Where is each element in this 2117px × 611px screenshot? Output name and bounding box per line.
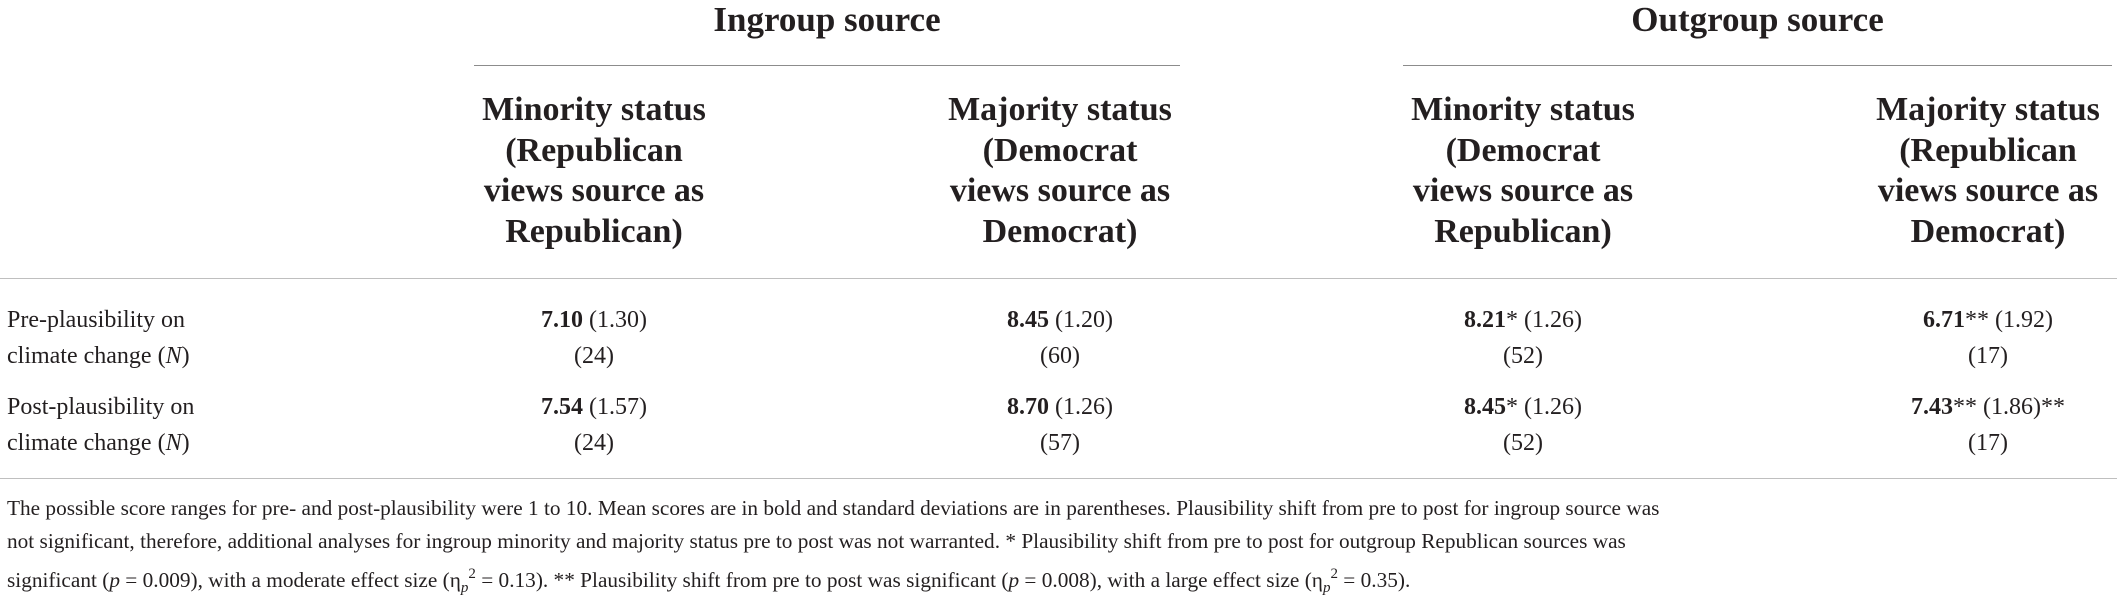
row-label-pre bbox=[7, 302, 307, 374]
n-value: (17) bbox=[1968, 343, 2008, 369]
footnote-text: = 0.009), with a moderate effect size (η bbox=[119, 568, 461, 592]
mean-value: 6.71 bbox=[1923, 307, 1965, 333]
cell-line bbox=[1838, 389, 2117, 425]
footnote-text: significant ( bbox=[7, 568, 110, 592]
cell-line bbox=[910, 389, 1210, 425]
cell-post-ingroup-majority bbox=[910, 389, 1210, 461]
col-header-line: Majority status bbox=[1876, 91, 2100, 128]
eta-subscript-p: p bbox=[460, 580, 469, 596]
ingroup-rule bbox=[474, 65, 1180, 66]
n-value: (52) bbox=[1503, 343, 1543, 369]
sig-mark: ** bbox=[1965, 307, 1989, 333]
sig-mark: ** bbox=[2040, 394, 2065, 420]
mean-value: 7.54 bbox=[541, 394, 583, 420]
table-footnote bbox=[7, 492, 2107, 605]
mean-value: 8.45 bbox=[1464, 394, 1506, 420]
col-header-line: (Democrat bbox=[982, 131, 1138, 169]
sd-value: (1.20) bbox=[1055, 307, 1113, 333]
mean-value: 7.43 bbox=[1911, 394, 1953, 420]
row-label-line: Pre-plausibility on bbox=[7, 307, 185, 333]
footnote-line: not significant, therefore, additional analyses for ingroup minority and majority status pre to post was not warranted. * Plausibility shift from pre to post for outgroup Republican sources was bbox=[7, 529, 1626, 553]
n-value: (57) bbox=[1040, 430, 1080, 456]
col-header-outgroup-minority bbox=[1373, 90, 1673, 252]
cell-pre-outgroup-majority bbox=[1838, 302, 2117, 374]
sd-value: (1.26) bbox=[1055, 394, 1113, 420]
sd-value: (1.86) bbox=[1983, 394, 2041, 420]
row-label-n: N bbox=[165, 343, 182, 369]
n-value: (24) bbox=[574, 430, 614, 456]
p-symbol: p bbox=[109, 568, 120, 592]
footnote-text: = 0.13). ** Plausibility shift from pre to post was significant ( bbox=[475, 568, 1009, 592]
col-header-line: views source as bbox=[483, 172, 705, 209]
row-label-text: climate change ( bbox=[7, 343, 166, 369]
row-label-text: ) bbox=[181, 430, 190, 456]
n-value: (24) bbox=[574, 343, 614, 369]
eta-superscript: 2 bbox=[1330, 566, 1338, 582]
cell-post-ingroup-minority bbox=[444, 389, 744, 461]
col-header-line: views source as bbox=[949, 172, 1171, 209]
col-header-line: (Republican bbox=[505, 131, 683, 169]
eta-subscript bbox=[1323, 580, 1331, 596]
col-header-line: (Democrat bbox=[1445, 131, 1601, 169]
col-header-line: Minority status bbox=[1411, 91, 1635, 128]
row-label-text: climate change ( bbox=[7, 430, 166, 456]
sd-value: (1.92) bbox=[1995, 307, 2053, 333]
sd-value: (1.30) bbox=[589, 307, 647, 333]
p-symbol: p bbox=[1008, 568, 1020, 592]
outgroup-header: Outgroup source bbox=[1631, 0, 1884, 39]
mean-value: 8.21 bbox=[1464, 307, 1506, 333]
n-value: (52) bbox=[1503, 430, 1543, 456]
col-header-outgroup-majority bbox=[1838, 90, 2117, 252]
row-label-n: N bbox=[165, 430, 182, 456]
eta-superscript: 2 bbox=[468, 566, 476, 582]
sd-value: (1.26) bbox=[1524, 307, 1582, 333]
n-value: (60) bbox=[1040, 343, 1080, 369]
cell-line bbox=[1838, 302, 2117, 338]
eta-subscript-p: p bbox=[1322, 580, 1331, 596]
col-header-line: Republican) bbox=[505, 212, 683, 250]
col-header-line: views source as bbox=[1877, 172, 2099, 209]
row-label-line bbox=[7, 425, 307, 461]
footnote-line bbox=[7, 558, 2107, 605]
footnote-line: The possible score ranges for pre- and post-plausibility were 1 to 10. Mean scores are in bold and standard deviations are in parentheses. Plausibility shift from pre to post for ingroup source was bbox=[7, 496, 1660, 520]
eta-subscript bbox=[461, 580, 469, 596]
sig-mark: * bbox=[1506, 394, 1518, 420]
mean-value: 8.70 bbox=[1007, 394, 1049, 420]
mean-value: 7.10 bbox=[541, 307, 583, 333]
row-label-post bbox=[7, 389, 307, 461]
row-label-line: Post-plausibility on bbox=[7, 394, 195, 420]
col-header-line: Democrat) bbox=[1910, 212, 2066, 250]
cell-line bbox=[910, 302, 1210, 338]
col-header-line: Minority status bbox=[482, 91, 706, 128]
col-header-line: Majority status bbox=[948, 91, 1172, 128]
col-header-line: (Republican bbox=[1899, 131, 2077, 169]
col-header-ingroup-minority bbox=[444, 90, 744, 252]
sig-mark: * bbox=[1506, 307, 1518, 333]
col-header-line: views source as bbox=[1412, 172, 1634, 209]
cell-line bbox=[1373, 302, 1673, 338]
mean-value: 8.45 bbox=[1007, 307, 1049, 333]
col-header-ingroup-majority bbox=[910, 90, 1210, 252]
row-label-line bbox=[7, 338, 307, 374]
cell-pre-ingroup-majority bbox=[910, 302, 1210, 374]
sd-value: (1.57) bbox=[589, 394, 647, 420]
sd-value: (1.26) bbox=[1524, 394, 1582, 420]
table-bottom-rule bbox=[0, 478, 2117, 479]
n-value: (17) bbox=[1968, 430, 2008, 456]
cell-line bbox=[444, 389, 744, 425]
cell-pre-ingroup-minority bbox=[444, 302, 744, 374]
cell-line bbox=[1373, 389, 1673, 425]
sig-mark: ** bbox=[1953, 394, 1977, 420]
header-bottom-rule bbox=[0, 278, 2117, 279]
ingroup-header: Ingroup source bbox=[713, 0, 941, 39]
cell-post-outgroup-minority bbox=[1373, 389, 1673, 461]
cell-pre-outgroup-minority bbox=[1373, 302, 1673, 374]
footnote-text: = 0.35). bbox=[1337, 568, 1411, 592]
cell-line bbox=[444, 302, 744, 338]
col-header-line: Republican) bbox=[1434, 212, 1612, 250]
row-label-text: ) bbox=[181, 343, 190, 369]
outgroup-rule bbox=[1403, 65, 2112, 66]
footnote-text: = 0.008), with a large effect size (η bbox=[1019, 568, 1323, 592]
cell-post-outgroup-majority bbox=[1838, 389, 2117, 461]
col-header-line: Democrat) bbox=[982, 212, 1138, 250]
